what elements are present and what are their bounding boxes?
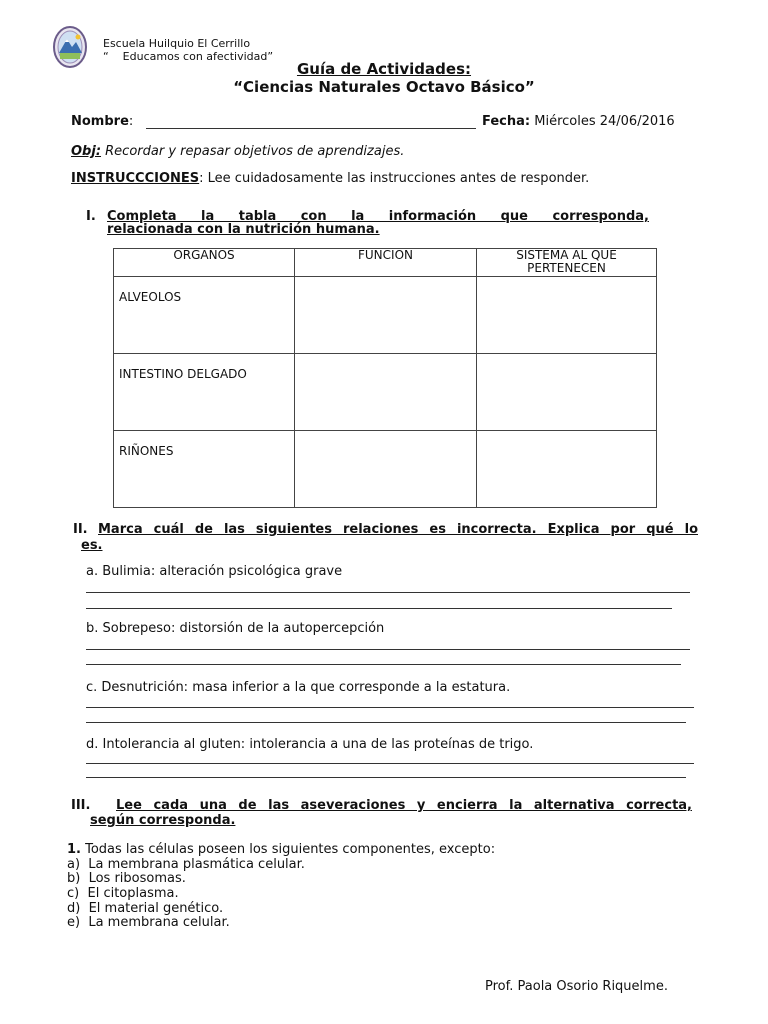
organ-cell: ALVEOLOS <box>114 277 295 354</box>
system-cell[interactable] <box>477 277 657 354</box>
section2-heading-line1: Marca cuál de las siguientes relaciones es incorrecta. Explica por qué lo <box>98 522 698 537</box>
page-subtitle: “Ciencias Naturales Octavo Básico” <box>233 78 535 96</box>
instructions-label: INSTRUCCCIONES <box>71 171 200 186</box>
instructions-text: : Lee cuidadosamente las instrucciones antes de responder. <box>199 171 590 186</box>
objective-label: Obj: <box>71 144 102 159</box>
table-header-cell: SISTEMA AL QUE PERTENECEN <box>477 249 657 277</box>
instructions-row <box>71 171 589 186</box>
section2-heading-line2: es. <box>81 538 103 553</box>
table-row <box>114 431 657 508</box>
name-label: Nombre <box>71 114 129 129</box>
statement-item: a. Bulimia: alteración psicológica grave <box>86 564 343 579</box>
option-e[interactable]: e) La membrana celular. <box>67 915 230 930</box>
page-title: Guía de Actividades: <box>296 60 472 78</box>
answer-line[interactable] <box>86 592 690 593</box>
school-name: Escuela Huilquio El Cerrillo <box>103 37 251 50</box>
statement-item: b. Sobrepeso: distorsión de la autopercepción <box>86 621 385 636</box>
date-row <box>482 114 675 129</box>
section1-heading-line1: Completa la tabla con la información que corresponda, <box>107 209 649 224</box>
answer-line[interactable] <box>86 649 690 650</box>
section2-number: II. <box>73 522 88 537</box>
question-number: 1. <box>67 842 81 857</box>
table-header-cell: FUNCION <box>295 249 477 277</box>
table-row <box>114 277 657 354</box>
question-1 <box>67 842 495 857</box>
answer-line[interactable] <box>86 777 686 778</box>
teacher-signature: Prof. Paola Osorio Riquelme. <box>485 979 668 994</box>
table-header-row <box>114 249 657 277</box>
answer-line[interactable] <box>86 608 672 609</box>
section3-heading-line1: Lee cada una de las aseveraciones y encierra la alternativa correcta, <box>116 798 692 813</box>
organ-cell: INTESTINO DELGADO <box>114 354 295 431</box>
answer-line[interactable] <box>86 722 686 723</box>
option-d[interactable]: d) El material genético. <box>67 901 224 916</box>
option-b[interactable]: b) Los ribosomas. <box>67 871 186 886</box>
section1-number: I. <box>86 209 96 224</box>
date-label: Fecha: <box>482 114 531 129</box>
option-a[interactable]: a) La membrana plasmática celular. <box>67 857 305 872</box>
function-cell[interactable] <box>295 354 477 431</box>
school-motto: “ Educamos con afectividad” <box>103 50 274 63</box>
question-text: Todas las células poseen los siguientes componentes, excepto: <box>80 842 496 857</box>
name-blank-line <box>146 128 476 129</box>
section3-heading-line2: según corresponda. <box>90 813 236 828</box>
section1-heading-line2: relacionada con la nutrición humana. <box>107 222 380 237</box>
table-header-cell: ORGANOS <box>114 249 295 277</box>
table-row <box>114 354 657 431</box>
name-row <box>71 114 137 129</box>
statement-item: c. Desnutrición: masa inferior a la que corresponde a la estatura. <box>86 680 511 695</box>
date-value: Miércoles 24/06/2016 <box>530 114 675 129</box>
organ-cell: RIÑONES <box>114 431 295 508</box>
answer-line[interactable] <box>86 664 681 665</box>
name-separator: : <box>128 114 138 129</box>
nutrition-table <box>113 248 657 508</box>
statement-item: d. Intolerancia al gluten: intolerancia a una de las proteínas de trigo. <box>86 737 534 752</box>
section3-number: III. <box>71 798 91 813</box>
answer-line[interactable] <box>86 763 694 764</box>
function-cell[interactable] <box>295 431 477 508</box>
objective-row <box>71 144 404 159</box>
system-cell[interactable] <box>477 431 657 508</box>
option-c[interactable]: c) El citoplasma. <box>67 886 179 901</box>
system-cell[interactable] <box>477 354 657 431</box>
objective-text: Recordar y repasar objetivos de aprendizajes. <box>101 144 405 159</box>
function-cell[interactable] <box>295 277 477 354</box>
answer-line[interactable] <box>86 707 694 708</box>
